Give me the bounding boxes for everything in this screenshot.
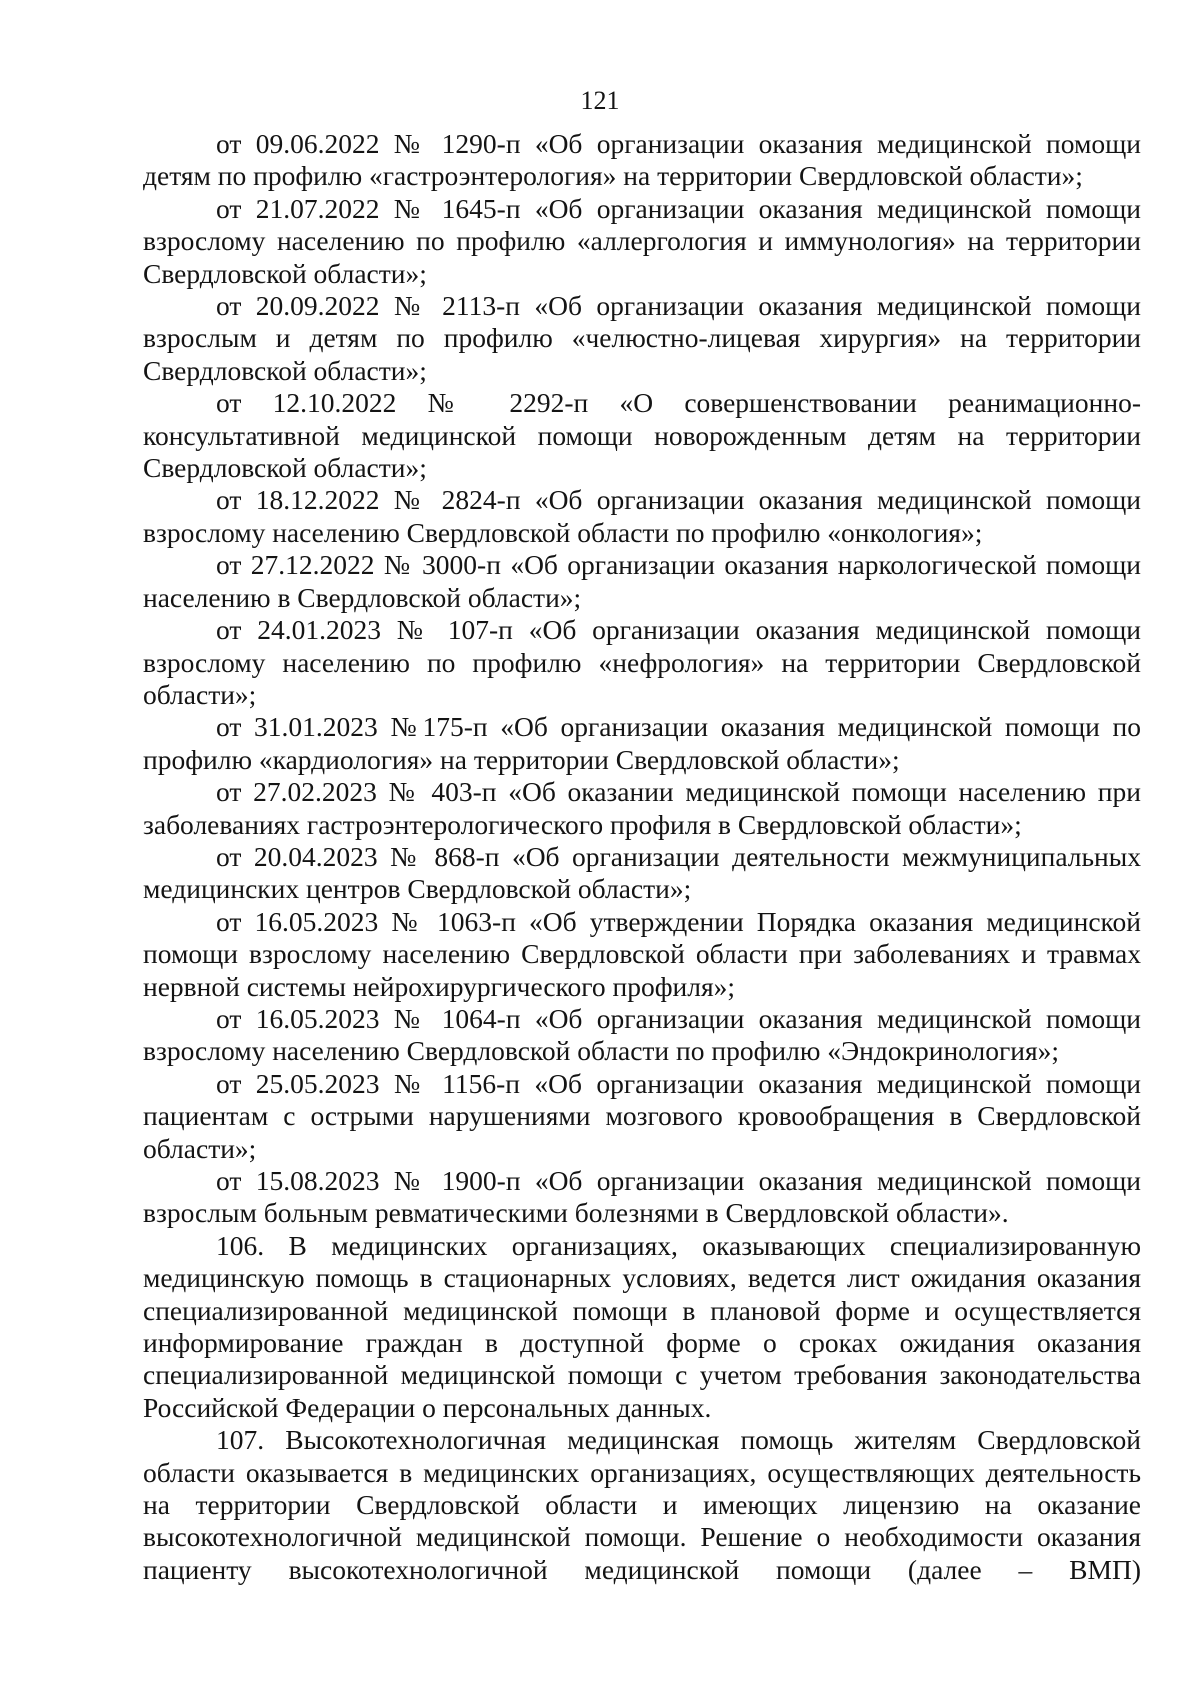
paragraph-decree-868: от 20.04.2023 № 868-п «Об организации деятельности межмуниципальных медицинских центров Свердловской области»; [143,840,1141,905]
document-body [143,128,1141,1586]
paragraph-decree-2824: от 18.12.2022 № 2824-п «Об организации оказания медицинской помощи взрослому населению Свердловской области по профилю «онкология»; [143,484,1141,548]
paragraph-decree-175: от 31.01.2023 №175-п «Об организации оказания медицинской помощи по профилю «кардиология» на территории Свердловской области»; [143,711,1141,775]
paragraph-decree-2292: от 12.10.2022 № 2292-п «О совершенствовании реанимационно-консультативной медицинской помощи новорожденным детям на территории Свердловской области»; [143,387,1141,484]
paragraph-decree-1063: от 16.05.2023 № 1063-п «Об утверждении Порядка оказания медицинской помощи взрослому населению Свердловской области при заболеваниях и травмах нервной системы нейрохирургического профиля»; [143,905,1141,1002]
paragraph-decree-107: от 24.01.2023 № 107-п «Об организации оказания медицинской помощи взрослому населению по профилю «нефрология» на территории Свердловской области»; [143,614,1141,710]
paragraph-decree-1064: от 16.05.2023 № 1064-п «Об организации оказания медицинской помощи взрослому населению Свердловской области по профилю «Эндокринология»; [143,1002,1141,1067]
paragraph-decree-1645: от 21.07.2022 № 1645-п «Об организации оказания медицинской помощи взрослому населению по профилю «аллергология и иммунология» на территории Свердловской области»; [143,192,1141,289]
paragraph-decree-3000: от 27.12.2022 № 3000-п «Об организации оказания наркологической помощи населению в Свердловской области»; [143,549,1141,613]
paragraph-decree-1900: от 15.08.2023 № 1900-п «Об организации оказания медицинской помощи взрослым больным ревматическими болезнями в Свердловской области». [143,1165,1141,1229]
paragraph-clause-106: 106. В медицинских организациях, оказывающих специализированную медицинскую помощь в стационарных условиях, ведется лист ожидания оказания специализированной медицинской помощи в плановой форме и осуществляется информирование граждан в доступной форме о сроках ожидания оказания специализированной медицинской помощи с учетом требования законодательства Российской Федерации о персональных данных. [143,1229,1141,1423]
paragraph-clause-107: 107. Высокотехнологичная медицинская помощь жителям Свердловской области оказывается в медицинских организациях, осуществляющих деятельность на территории Свердловской области и имеющих лицензию на оказание высокотехнологичной медицинской помощи. Решение о необходимости оказания пациенту высокотехнологичной медицинской помощи (далее – ВМП) [143,1424,1141,1585]
paragraph-decree-1156: от 25.05.2023 № 1156-п «Об организации оказания медицинской помощи пациентам с острыми нарушениями мозгового кровообращения в Свердловской области»; [143,1067,1141,1164]
paragraph-decree-2113: от 20.09.2022 № 2113-п «Об организации оказания медицинской помощи взрослым и детям по профилю «челюстно-лицевая хирургия» на территории Свердловской области»; [143,290,1141,386]
paragraph-decree-403: от 27.02.2023 № 403-п «Об оказании медицинской помощи населению при заболеваниях гастроэнтерологического профиля в Свердловской области»; [143,776,1141,840]
page-number: 121 [580,86,620,115]
paragraph-decree-1290: от 09.06.2022 № 1290-п «Об организации оказания медицинской помощи детям по профилю «гастроэнтерология» на территории Свердловской области»; [143,128,1141,192]
